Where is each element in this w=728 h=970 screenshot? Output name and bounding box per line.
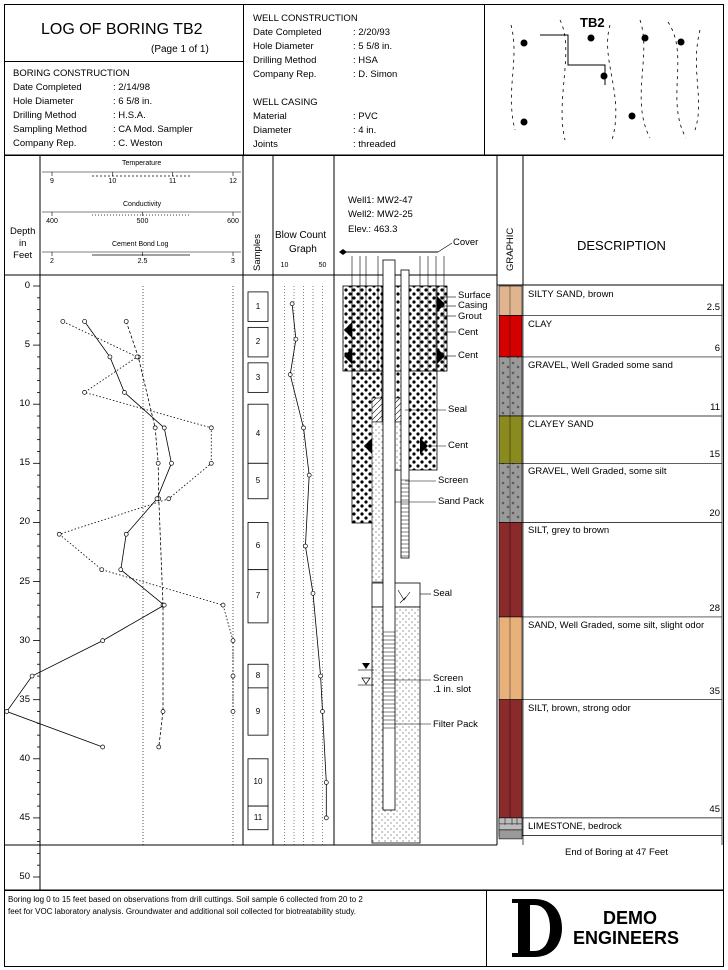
well-label-sand-pack: Sand Pack xyxy=(438,496,484,507)
info-label: Date Completed xyxy=(253,27,322,38)
sample-number: 9 xyxy=(255,706,261,716)
cement-bond-tick-label: 2 xyxy=(50,258,54,265)
sample-number: 2 xyxy=(255,337,261,347)
well-label-seal2: Seal xyxy=(433,588,453,599)
page-frame xyxy=(4,4,724,967)
info-value: : 6 5/8 in. xyxy=(113,96,153,107)
info-label: Company Rep. xyxy=(13,138,77,149)
graphic-column-header: GRAPHIC xyxy=(505,227,516,271)
temperature-label: Temperature xyxy=(122,160,162,167)
info-value: : 2/20/93 xyxy=(353,27,390,38)
layer-description: CLAY xyxy=(528,318,553,330)
well-label-grout: Grout xyxy=(458,311,482,322)
temperature-tick-label: 11 xyxy=(169,178,177,185)
conductivity-label: Conductivity xyxy=(123,201,162,208)
temperature-tick-label: 10 xyxy=(108,178,117,185)
blow-count-tick-label: 50 xyxy=(318,262,327,269)
info-label: Hole Diameter xyxy=(253,41,314,52)
notes-line-2: feet for VOC laboratory analysis. Groundwater and additional soil collected for biotreatability study. xyxy=(8,907,357,916)
well-label-cover: Cover xyxy=(453,237,479,248)
info-label: Hole Diameter xyxy=(13,96,74,107)
depth-label: 20 xyxy=(19,516,30,528)
blow-count-tick-label: 10 xyxy=(280,262,289,269)
page-number: (Page 1 of 1) xyxy=(151,44,209,55)
info-value: : 5 5/8 in. xyxy=(353,41,393,52)
conductivity-tick-label: 500 xyxy=(136,218,149,225)
layer-description: GRAVEL, Well Graded, some silt xyxy=(528,466,667,478)
cement-bond-tick-label: 3 xyxy=(231,258,235,265)
well-label-filter-pack: Filter Pack xyxy=(433,719,478,730)
info-value: : threaded xyxy=(353,139,396,150)
layer-bottom-depth: 2.5 xyxy=(706,301,720,313)
layer-bottom-depth: 28 xyxy=(709,602,720,614)
well-info-3: Elev.: 463.3 xyxy=(348,224,398,235)
temperature-tick-label: 9 xyxy=(50,178,54,185)
well-label-screen2: Screen xyxy=(433,673,464,684)
info-label: Drilling Method xyxy=(13,110,77,121)
info-label: Joints xyxy=(253,139,278,150)
depth-column-header: Depth in Feet xyxy=(10,226,36,261)
end-of-boring: End of Boring at 47 Feet xyxy=(565,847,668,858)
conductivity-tick-label: 600 xyxy=(227,218,239,225)
depth-label: 45 xyxy=(19,811,30,823)
well-casing-heading: WELL CASING xyxy=(253,97,318,108)
temperature-tick-label: 12 xyxy=(229,178,237,185)
layer-bottom-depth: 20 xyxy=(709,508,720,520)
site-map-label: TB2 xyxy=(580,15,605,30)
well-info-2: Well2: MW2-25 xyxy=(348,209,413,220)
layer-bottom-depth: 35 xyxy=(709,685,720,697)
boring-construction-heading: BORING CONSTRUCTION xyxy=(13,68,130,79)
depth-label: 5 xyxy=(24,339,30,351)
sample-number: 10 xyxy=(253,777,263,787)
sample-number: 1 xyxy=(255,301,261,311)
cement-bond-label: Cement Bond Log xyxy=(112,241,169,248)
company-name-2: ENGINEERS xyxy=(573,928,680,948)
sample-number: 6 xyxy=(255,541,261,551)
info-label: Diameter xyxy=(253,125,292,136)
layer-bottom-depth: 11 xyxy=(710,402,720,414)
info-value: : D. Simon xyxy=(353,69,398,80)
sample-number: 3 xyxy=(255,372,261,382)
layer-bottom-depth: 15 xyxy=(709,449,720,461)
layer-bottom-depth: 6 xyxy=(714,342,720,354)
company-name-1: DEMO xyxy=(603,908,657,928)
info-label: Drilling Method xyxy=(253,55,317,66)
well-label-surface-casing2: Casing xyxy=(458,300,488,311)
depth-label: 15 xyxy=(19,457,30,469)
info-label: Date Completed xyxy=(13,82,82,93)
info-value: : 4 in. xyxy=(353,125,377,136)
info-value: : C. Weston xyxy=(113,138,163,149)
sample-number: 8 xyxy=(255,671,261,681)
well-label-surface-casing: Surface xyxy=(458,290,491,301)
sample-number: 7 xyxy=(255,591,261,601)
samples-column-header: Samples xyxy=(252,234,263,271)
page-title: LOG OF BORING TB2 xyxy=(41,21,203,38)
info-value: : CA Mod. Sampler xyxy=(113,124,193,135)
info-label: Company Rep. xyxy=(253,69,317,80)
info-value: : H.S.A. xyxy=(113,110,146,121)
well-label-screen1: Screen xyxy=(438,475,469,486)
sample-number: 11 xyxy=(253,812,263,822)
description-column-header: DESCRIPTION xyxy=(577,238,666,253)
layer-description: SILT, brown, strong odor xyxy=(528,702,631,714)
depth-label: 10 xyxy=(19,398,30,410)
layer-description: SILT, grey to brown xyxy=(528,525,610,537)
depth-label: 35 xyxy=(19,693,30,705)
depth-label: 0 xyxy=(24,280,30,291)
info-value: : HSA xyxy=(353,55,378,66)
sample-number: 5 xyxy=(255,476,261,486)
info-label: Sampling Method xyxy=(13,124,87,135)
info-label: Material xyxy=(253,111,287,122)
well-construction-heading: WELL CONSTRUCTION xyxy=(253,13,358,24)
depth-label: 40 xyxy=(19,752,30,764)
layer-description: GRAVEL, Well Graded some sand xyxy=(528,359,673,371)
info-value: : PVC xyxy=(353,111,378,122)
layer-bottom-depth: 45 xyxy=(709,803,720,815)
well-label-seal1: Seal xyxy=(448,404,468,415)
blow-count-header-2: Graph xyxy=(289,244,317,255)
cement-bond-tick-label: 2.5 xyxy=(137,258,148,265)
depth-label: 50 xyxy=(19,871,30,882)
notes-line-1: Boring log 0 to 15 feet based on observations from drill cuttings. Soil sample 6 collected from 20 to 2 xyxy=(8,895,363,904)
depth-label: 30 xyxy=(19,634,30,646)
well-label-cent2: Cent xyxy=(458,350,479,361)
well-label-cent1: Cent xyxy=(458,327,479,338)
info-value: : 2/14/98 xyxy=(113,82,150,93)
layer-description: LIMESTONE, bedrock xyxy=(528,820,622,832)
depth-label: 25 xyxy=(19,575,30,587)
sample-number: 4 xyxy=(255,428,261,438)
layer-description: SILTY SAND, brown xyxy=(528,289,614,300)
well-info-1: Well1: MW2-47 xyxy=(348,195,413,206)
layer-description: CLAYEY SAND xyxy=(528,419,594,431)
conductivity-tick-label: 400 xyxy=(46,218,58,225)
well-label-screen2-detail: .1 in. slot xyxy=(433,684,472,695)
layer-description: SAND, Well Graded, some silt, slight odor xyxy=(528,619,705,631)
well-label-cent3: Cent xyxy=(448,440,469,451)
blow-count-header-1: Blow Count xyxy=(275,230,327,241)
